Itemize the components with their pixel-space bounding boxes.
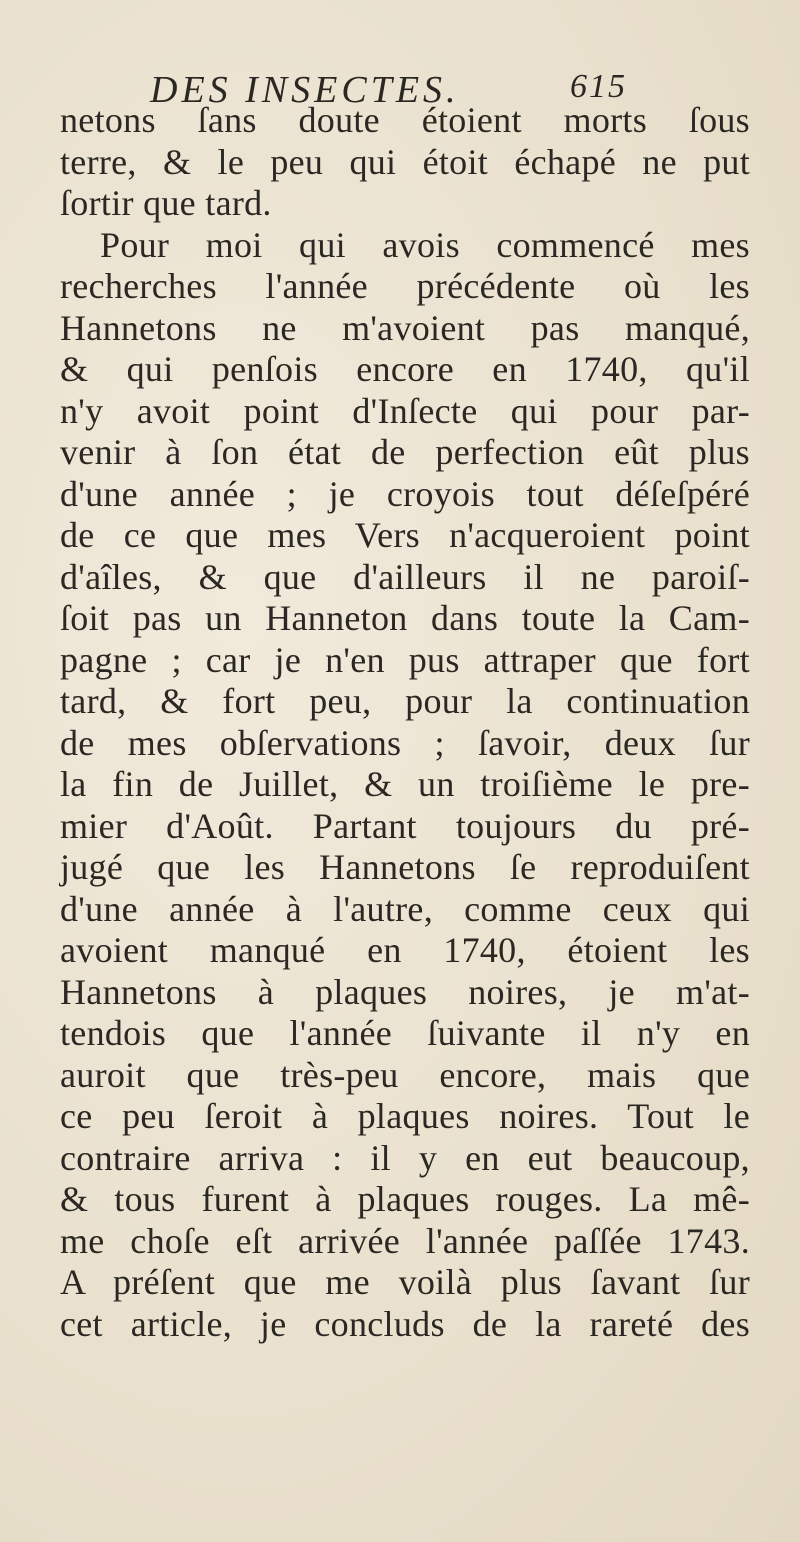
text-line: A préſent que me voilà plus ſavant ſur [60, 1262, 750, 1302]
text-line: & tous furent à plaques rouges. La mê- [60, 1179, 750, 1219]
text-line: Hannetons ne m'avoient pas manqué, [60, 307, 750, 348]
text-line: Pour moi qui avois commencé mes [100, 224, 750, 265]
text-line: n'y avoit point d'Inſecte qui pour par- [60, 390, 750, 431]
text-line: de mes obſervations ; ſavoir, deux ſur [60, 722, 750, 763]
text-line: contraire arriva : il y en eut beaucoup, [60, 1137, 750, 1178]
text-line: auroit que très-peu encore, mais que [60, 1054, 750, 1095]
text-line: ſoit pas un Hanneton dans toute la Cam- [60, 598, 750, 638]
text-line: mier d'Août. Partant toujours du pré- [60, 805, 750, 846]
text-line: netons ſans doute étoient morts ſous [60, 100, 750, 140]
text-line: d'une année à l'autre, comme ceux qui [60, 888, 750, 929]
text-line: pagne ; car je n'en pus attraper que fort [60, 639, 750, 680]
text-line: d'une année ; je croyois tout déſeſpéré [60, 473, 750, 514]
text-line: tendois que l'année ſuivante il n'y en [60, 1013, 750, 1053]
text-line: Hannetons à plaques noires, je m'at- [60, 971, 750, 1012]
text-line: la fin de Juillet, & un troiſième le pre- [60, 764, 750, 804]
text-line: cet article, je concluds de la rareté des [60, 1303, 750, 1344]
text-line: avoient manqué en 1740, étoient les [60, 930, 750, 970]
text-line: d'aîles, & que d'ailleurs il ne paroiſ- [60, 556, 750, 597]
running-title: DES INSECTES. [150, 69, 460, 111]
text-line: de ce que mes Vers n'acqueroient point [60, 515, 750, 555]
text-line: venir à ſon état de perfection eût plus [60, 432, 750, 472]
text-line: me choſe eſt arrivée l'année paſſée 1743. [60, 1220, 750, 1261]
text-line: ce peu ſeroit à plaques noires. Tout le [60, 1096, 750, 1136]
text-line: terre, & le peu qui étoit échapé ne put [60, 141, 750, 182]
text-body [60, 100, 750, 1345]
text-line: jugé que les Hannetons ſe reproduiſent [60, 847, 750, 887]
text-line: recherches l'année précédente où les [60, 266, 750, 306]
page-number: 615 [570, 68, 627, 105]
text-line: & qui penſois encore en 1740, qu'il [60, 349, 750, 389]
text-line: ſortir que tard. [60, 183, 272, 223]
text-line: tard, & fort peu, pour la continuation [60, 681, 750, 721]
